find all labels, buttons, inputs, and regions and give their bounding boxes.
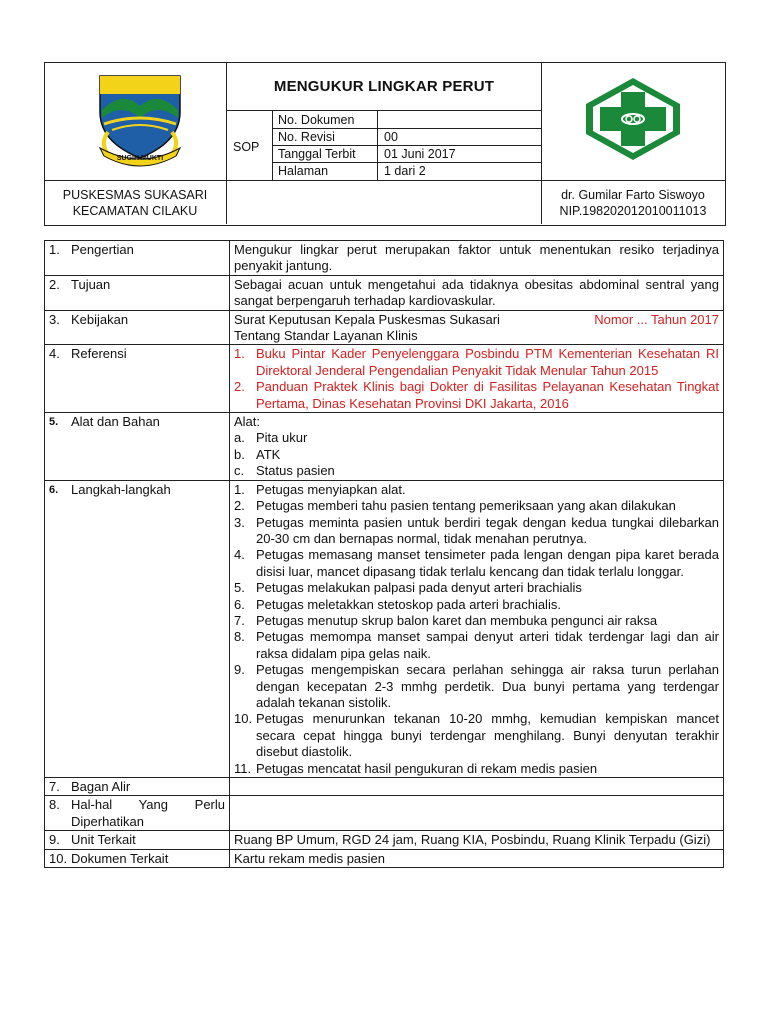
list-item: 2. Petugas memberi tahu pasien tentang pemeriksaan yang akan dilakukan [234,498,676,514]
document-title: MENGUKUR LINGKAR PERUT [273,78,495,95]
field-label: No. Dokumen [278,113,355,127]
table-row [45,831,724,849]
row-label: Referensi [71,346,127,362]
table-row [45,345,724,413]
list-item: 2. Panduan Praktek Klinis bagi Dokter di Fasilitas Pelayanan Kesehatan Tingkat Pertama, Dinas Kesehatan Provinsi DKI Jakarta, 2016 [234,379,719,411]
row-content [230,310,724,345]
row-number: 5. [49,416,59,429]
policy-subject: Tentang Standar Layanan Klinis [234,328,418,344]
row-content [230,480,724,777]
institution-line2: KECAMATAN CILAKU [72,204,198,218]
list-item: 5. Petugas melakukan palpasi pada denyut arteri brachialis [234,580,582,596]
header-divider [272,128,542,129]
row-label: Bagan Alir [71,779,131,794]
policy-number: Nomor ... Tahun 2017 [594,311,719,327]
list-item: a. Pita ukur [234,430,308,446]
header-divider [272,162,542,163]
row-label: Unit Terkait [71,832,136,848]
regency-crest-logo [94,72,186,168]
header-divider [226,62,227,224]
policy-text: Surat Keputusan Kepala Puskesmas Sukasari [234,311,500,327]
row-content: Mengukur lingkar perut merupakan faktor untuk menentukan resiko terjadinya penyakit jantung. [230,241,724,276]
sop-label: SOP [233,140,260,154]
table-row [45,310,724,345]
row-content [230,345,724,413]
row-label: Kebijakan [71,311,129,327]
list-item: 9. Petugas mengempiskan secara perlahan sehingga air raksa turun perlahan dengan kecepatan 2-3 mmhg perdetik. Dua bunyi pertama yang terdengar adalah tekanan sistolik. [234,662,719,710]
list-item: 7. Petugas menutup skrup balon karet dan membuka pengunci air raksa [234,612,658,628]
table-row [45,241,724,276]
signer-block [542,187,724,219]
field-label: Halaman [278,164,329,178]
signer-name: dr. Gumilar Farto Siswoyo [561,188,705,202]
row-content: Sebagai acuan untuk mengetahui ada tidaknya obesitas abdominal sentral yang sangat berpengaruh terhadap kardiovaskular. [230,275,724,310]
field-label: Tanggal Terbit [278,147,356,161]
list-item: 1. Buku Pintar Kader Penyelenggara Posbindu PTM Kementerian Kesehatan RI Direktoral Jenderal Pengendalian Penyakit Tidak Menular Tahun 2015 [234,346,719,378]
tools-intro: Alat: [234,414,261,430]
row-content: Ruang BP Umum, RGD 24 jam, Ruang KIA, Posbindu, Ruang Klinik Terpadu (Gizi) [230,831,724,849]
row-number: 10. [49,850,68,866]
table-row [45,849,724,867]
table-row [45,796,724,831]
header-divider [272,145,542,146]
field-value: 1 dari 2 [384,164,426,178]
row-number: 1. [49,242,60,257]
crest-motto: SUGIH MUKTI [116,155,164,162]
header-divider [44,180,726,181]
table-row [45,413,724,481]
row-number: 2. [49,276,60,292]
table-row [45,275,724,310]
row-label: Alat dan Bahan [71,414,160,430]
table-row [45,778,724,796]
row-label: Hal-hal Yang Perlu Diperhatikan [71,797,225,829]
list-item: 10. Petugas menurunkan tekanan 10-20 mmhg, kemudian kempiskan mancet secara cepat hingga bunyi terdengar menghilang. Bunyi denyutan terakhir disebut diastolik. [234,711,719,760]
row-number: 4. [49,346,60,362]
row-number: 7. [49,779,60,794]
list-item: 11. Petugas mencatat hasil pengukuran di rekam medis pasien [234,760,598,776]
list-item: 3. Petugas meminta pasien untuk berdiri tegak dengan kedua tungkai dilebarkan 20-30 cm dan bernapas normal, tidak menahan perutnya. [234,514,719,546]
row-label: Tujuan [71,276,111,292]
field-label: No. Revisi [278,130,335,144]
institution-name [44,187,226,219]
header-divider [226,110,542,111]
row-label: Langkah-langkah [71,481,171,497]
list-item: 8. Petugas memompa manset sampai denyut arteri tidak terdengar lagi dan air raksa didalam pipa gelas naik. [234,629,719,661]
row-label: Dokumen Terkait [71,850,169,866]
list-item: 6. Petugas meletakkan stetoskop pada arteri brachialis. [234,596,561,612]
row-number: 6. [49,483,59,496]
list-item: 4. Petugas memasang manset tensimeter pada lengan dengan pipa karet berada disisi luar, mancet dipasang tidak terlalu kencang dan tidak terlalu longgar. [234,547,719,579]
field-value: 01 Juni 2017 [384,147,456,161]
field-value: 00 [384,130,398,144]
row-label: Pengertian [71,242,134,257]
signer-nip: NIP.198202012010011013 [559,204,707,218]
row-content [230,796,724,831]
row-number: 3. [49,311,60,327]
table-row [45,480,724,777]
row-number: 9. [49,832,60,848]
puskesmas-logo [580,74,686,164]
list-item: 1. Petugas menyiapkan alat. [234,481,406,497]
list-item: c. Status pasien [234,463,335,479]
row-number: 8. [49,797,60,813]
list-item: b. ATK [234,446,281,462]
sop-content-table [44,240,724,868]
row-content [230,778,724,796]
institution-line1: PUSKESMAS SUKASARI [62,188,208,202]
row-content [230,413,724,481]
row-content: Kartu rekam medis pasien [230,849,724,867]
